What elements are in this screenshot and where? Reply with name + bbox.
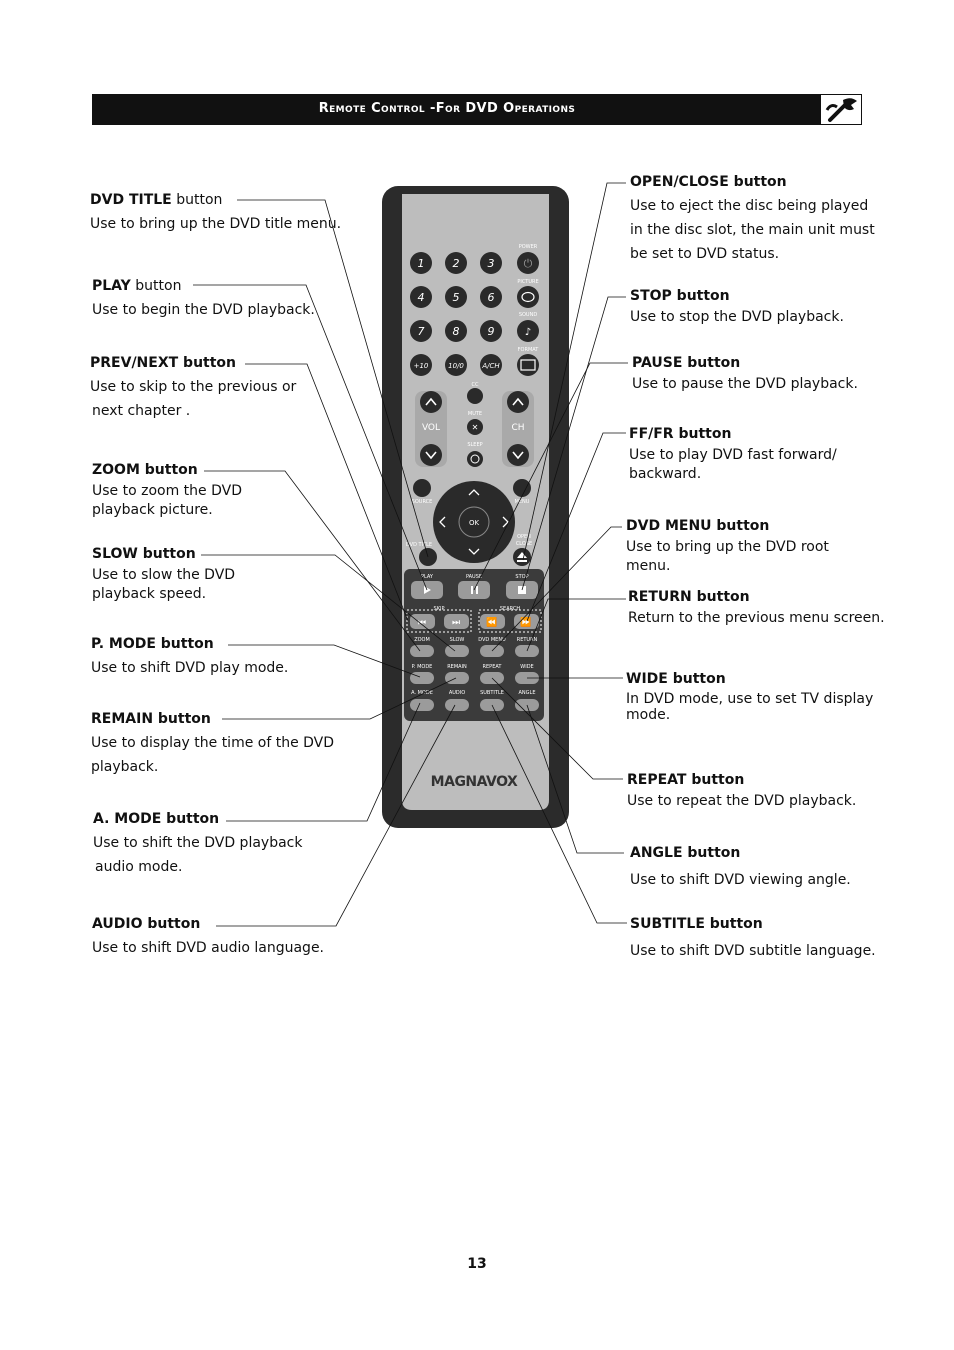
callout-title: WIDE button [626, 671, 726, 687]
callout-title: PAUSE button [632, 355, 741, 371]
brand-logo: MAGNAVOX [430, 774, 518, 790]
callout-title: OPEN/CLOSE button [630, 174, 787, 190]
page-number: 13 [467, 1256, 487, 1272]
format-label: FORMAT [517, 347, 539, 353]
remain-label: REMAIN [447, 664, 467, 670]
callout-title: REPEAT button [627, 772, 745, 788]
callout-desc: playback. [91, 759, 159, 775]
callout-angle [630, 841, 851, 892]
callout-audio [92, 912, 324, 960]
callout-title: P. MODE button [91, 636, 214, 652]
callout-dvd-title [90, 188, 341, 236]
callout-title: REMAIN button [91, 711, 211, 727]
callout-desc: in the disc slot, the main unit must [630, 222, 875, 238]
dvd-title-label: DVD TITLE [405, 542, 433, 548]
callout-desc: Use to display the time of the DVD [91, 735, 335, 751]
return-label: RETURN [516, 637, 538, 643]
a-mode-label: A. MODE [411, 690, 433, 696]
callout-desc: Use to stop the DVD playback. [630, 309, 844, 325]
rewind-icon: ⏪ [486, 618, 498, 628]
callout-title: PREV/NEXT button [90, 355, 237, 371]
callout-title: A. MODE button [93, 811, 220, 827]
callout-title-suffix: button [176, 192, 223, 208]
callout-title: DVD TITLE [90, 192, 172, 208]
picture-label: PICTURE [517, 279, 539, 285]
callout-desc: mode. [626, 707, 671, 723]
number-label: 7 [417, 325, 425, 338]
callout-title: AUDIO button [92, 916, 201, 932]
callout-desc: be set to DVD status. [630, 246, 780, 262]
mute-icon: ✕ [471, 423, 479, 432]
callout-desc: Use to shift DVD subtitle language. [630, 943, 876, 959]
callout-desc: Use to slow the DVD [92, 567, 236, 583]
number-label: 9 [487, 325, 495, 338]
callout-desc: Use to shift DVD audio language. [92, 940, 325, 956]
power-label: POWER [518, 244, 538, 250]
callout-open-close [630, 170, 875, 266]
pause-label: PAUSE [465, 574, 483, 580]
p-mode-label: P. MODE [411, 664, 433, 670]
leader-subtitle [492, 705, 627, 923]
callout-desc: menu. [626, 558, 671, 574]
vol-label: VOL [421, 423, 441, 433]
callout-desc: Use to skip to the previous or [90, 379, 297, 395]
leader-return [527, 599, 626, 651]
callout-title: ZOOM button [92, 462, 198, 478]
stop-label: STOP [515, 574, 529, 580]
number-label: A/CH [482, 362, 500, 370]
power-icon: ⏻ [523, 257, 533, 270]
menu-label: MENU [514, 499, 530, 505]
cc-label: CC [471, 382, 479, 388]
callout-remain [91, 707, 334, 779]
angle-label: ANGLE [518, 690, 536, 696]
callout-zoom [92, 458, 242, 520]
leader-repeat [492, 678, 623, 779]
callout-return [628, 585, 885, 628]
number-label: 6 [487, 291, 495, 304]
callout-stop [630, 284, 844, 327]
callout-title: FF/FR button [629, 426, 732, 442]
callout-desc: Use to pause the DVD playback. [632, 376, 858, 392]
callout-play [92, 274, 315, 322]
number-label: +10 [413, 362, 429, 370]
callout-desc: Use to bring up the DVD title menu. [90, 216, 342, 232]
number-label: 2 [452, 257, 460, 270]
callout-p-mode [91, 632, 288, 680]
sleep-label: SLEEP [467, 442, 483, 448]
sound-icon: ♪ [524, 327, 532, 338]
callout-desc: Use to begin the DVD playback. [92, 302, 315, 318]
dvd-menu-label: DVD MENU [478, 637, 506, 643]
callout-desc: Return to the previous menu screen. [628, 610, 885, 626]
callout-title: PLAY [92, 278, 131, 294]
callout-desc: Use to bring up the DVD root [626, 539, 829, 555]
section-title: Remote Control -For DVD Operations [318, 101, 576, 116]
ch-label: CH [511, 423, 525, 433]
callout-desc: audio mode. [95, 859, 183, 875]
callout-desc: Use to play DVD fast forward/ [629, 447, 837, 463]
callout-desc: Use to shift the DVD playback [93, 835, 303, 851]
leader-pause [471, 363, 628, 590]
subtitle-label: SUBTITLE [480, 690, 504, 696]
callout-subtitle [630, 912, 876, 963]
callout-desc: playback speed. [92, 586, 207, 602]
callout-title: DVD MENU button [626, 518, 770, 534]
callout-desc: Use to zoom the DVD [92, 483, 242, 499]
callout-slow [92, 542, 235, 604]
fast-forward-icon: ⏩ [520, 618, 532, 628]
number-label: 1 [417, 257, 425, 270]
audio-label: AUDIO [448, 690, 466, 696]
callout-prev-next [90, 351, 296, 423]
play-label: PLAY [420, 574, 434, 580]
callout-desc: Use to repeat the DVD playback. [627, 793, 857, 809]
source-label: SOURCE [411, 499, 433, 505]
callout-a-mode [93, 807, 302, 879]
callout-desc: playback picture. [92, 502, 213, 518]
sound-label: SOUND [518, 312, 538, 318]
number-label: 5 [452, 291, 460, 304]
open-label: OPEN [517, 534, 531, 540]
leader-dvd-menu [492, 527, 622, 651]
callout-ff-fr [629, 422, 837, 484]
callout-title: RETURN button [628, 589, 750, 605]
callout-title: STOP button [630, 288, 730, 304]
callout-desc: In DVD mode, use to set TV display [626, 691, 874, 707]
search-label: SEARCH [499, 606, 521, 612]
callout-title: ANGLE button [630, 845, 741, 861]
callout-title: SUBTITLE button [630, 916, 763, 932]
callout-title: SLOW button [92, 546, 196, 562]
wide-label: WIDE [520, 664, 534, 670]
skip-label: SKIP [433, 606, 445, 612]
number-label: 10/0 [448, 362, 464, 370]
callout-title-suffix: button [135, 278, 182, 294]
callout-desc: Use to eject the disc being played [630, 198, 869, 214]
repeat-label: REPEAT [482, 664, 502, 670]
callout-desc: Use to shift DVD viewing angle. [630, 872, 851, 888]
callout-desc: backward. [629, 466, 702, 482]
number-label: 3 [487, 257, 495, 270]
leader-stop [522, 297, 626, 590]
callout-pause [632, 351, 858, 394]
callout-wide [626, 667, 873, 723]
close-label: CLOSE [515, 541, 533, 547]
slow-label: SLOW [449, 637, 465, 643]
skip-back-icon: ⏮ [417, 618, 427, 628]
callout-dvd-menu [626, 514, 829, 576]
ok-label: OK [468, 519, 480, 527]
callout-desc: Use to shift DVD play mode. [91, 660, 289, 676]
number-label: 8 [452, 325, 460, 338]
number-label: 4 [417, 291, 425, 304]
callout-repeat [627, 768, 856, 811]
mute-label: MUTE [467, 411, 483, 417]
zoom-label: ZOOM [414, 637, 430, 643]
skip-forward-icon: ⏭ [451, 618, 461, 628]
callout-desc: next chapter . [92, 403, 191, 419]
